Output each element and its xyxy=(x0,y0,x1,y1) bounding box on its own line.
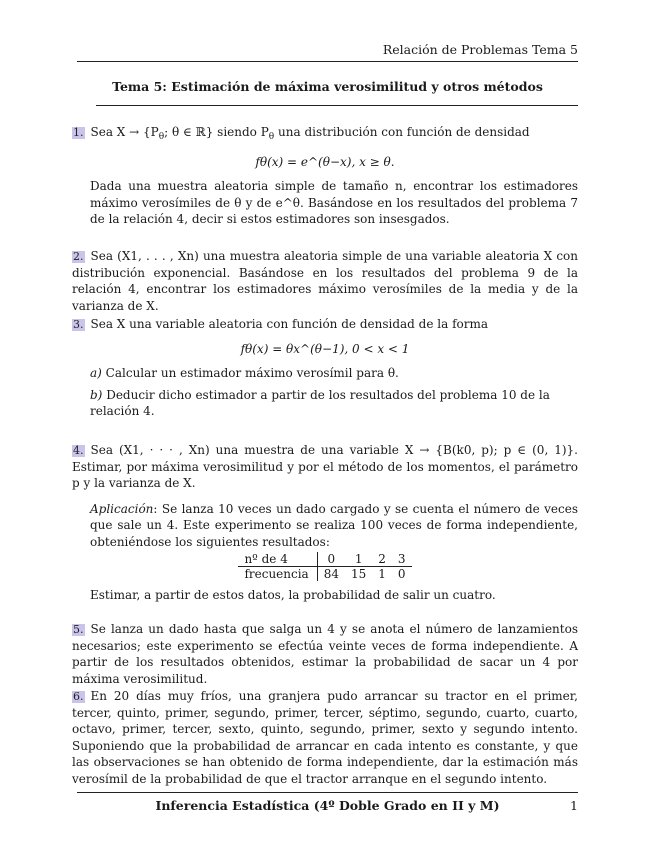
problem-6 xyxy=(72,688,578,787)
list-item: a) Calcular un estimador máximo verosímil para θ. xyxy=(90,366,399,380)
problem-number: 2. xyxy=(73,250,84,263)
footer-title: Inferencia Estadística (4º Doble Grado en II y M) xyxy=(155,798,500,813)
problem-3-items xyxy=(72,365,578,420)
problem-2 xyxy=(72,248,578,314)
problem-4-text: Sea (X1, · · · , Xn) una muestra de una variable X → {B(k0, p); p ∈ (0, 1)}. Estimar, por máxima verosimilitud y por el método de los momentos, el parámetro p y la varianza de X. xyxy=(72,443,578,490)
problem-number: 3. xyxy=(73,318,84,331)
problem-4-closing: Estimar, a partir de estos datos, la probabilidad de salir un cuatro. xyxy=(90,588,496,602)
problem-5 xyxy=(72,621,578,687)
problem-4 xyxy=(72,442,578,604)
table-row: nº de 4 0 1 2 3 xyxy=(238,552,411,567)
problem-number: 1. xyxy=(73,126,84,139)
problem-5-text: Se lanza un dado hasta que salga un 4 y se anota el número de lanzamientos necesarios; este experimento se efectúa veinte veces de forma independiente. A partir de los resultados obtenidos, estimar la probabilidad de sacar un 4 por máxima verosimilitud. xyxy=(72,622,578,686)
problem-number: 4. xyxy=(73,444,84,457)
table-row: frecuencia 84 15 1 0 xyxy=(238,567,411,582)
header-rule xyxy=(77,61,578,62)
running-header: Relación de Problemas Tema 5 xyxy=(382,42,578,57)
list-item: b) Deducir dicho estimador a partir de los resultados del problema 10 de la relación 4. xyxy=(90,387,550,418)
problem-1-formula: fθ(x) = e^(θ−x), x ≥ θ. xyxy=(255,154,395,169)
document-title: Tema 5: Estimación de máxima verosimilitud y otros métodos xyxy=(112,79,543,94)
problem-1 xyxy=(72,124,578,228)
problem-4-application: Aplicación: Se lanza 10 veces un dado cargado y se cuenta el número de veces que sale un 4. Este experimento se realiza 100 veces de forma independiente, obteniéndose los siguientes resultados: xyxy=(90,501,578,549)
problem-number: 6. xyxy=(73,690,84,703)
title-rule xyxy=(96,105,578,106)
page-number: 1 xyxy=(570,798,578,813)
problem-3-formula: fθ(x) = θx^(θ−1), 0 < x < 1 xyxy=(240,341,410,356)
problem-2-text: Sea (X1, . . . , Xn) una muestra aleatoria simple de una variable aleatoria X con distribución exponencial. Basándose en los resultados del problema 9 de la relación 4, encontrar los estimadores máximo verosímiles de la media y de la varianza de X. xyxy=(72,249,578,313)
problem-number: 5. xyxy=(73,623,84,636)
frequency-table xyxy=(238,552,411,581)
problem-1-intro: Sea $X \to \{P_\theta$; θ ∈ ℝ} siendo $P_\theta$ una distribución con función de densidad xyxy=(90,125,530,142)
problem-1-text: Dada una muestra aleatoria simple de tamaño n, encontrar los estimadores máximo verosímiles de θ y de e^θ. Basándose en los resultados del problema 7 de la relación 4, decir si estos estimadores son insesgados. xyxy=(90,179,578,226)
problem-3-text: Sea X una variable aleatoria con función de densidad de la forma xyxy=(90,317,488,331)
footer-rule xyxy=(77,792,578,793)
problem-3 xyxy=(72,316,578,425)
problem-6-text: En 20 días muy fríos, una granjera pudo arrancar su tractor en el primer, tercer, quinto, primer, segundo, primer, tercer, séptimo, segundo, cuarto, cuarto, octavo, primer, tercer, sexto, quinto, segundo, primer, sexto y segundo intento. Suponiendo que la probabilidad de arrancar en cada intento es constante, y que las observaciones se han obtenido de forma independiente, dar la estimación más verosímil de la probabilidad de que el tractor arranque en el segundo intento. xyxy=(72,689,578,786)
